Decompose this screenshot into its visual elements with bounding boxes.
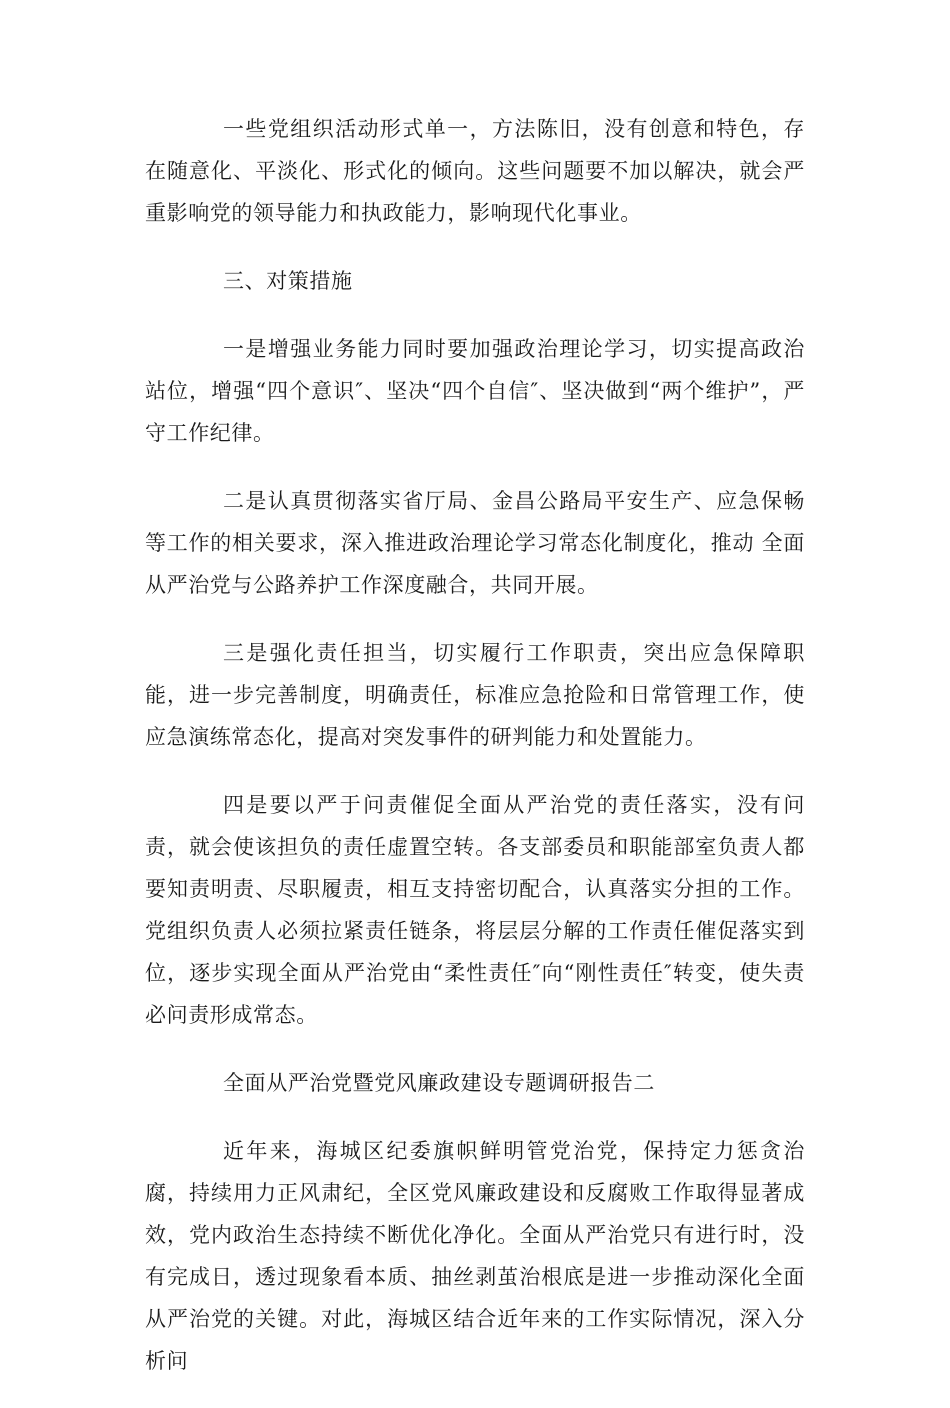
paragraph-problems-summary: 一些党组织活动形式单一，方法陈旧，没有创意和特色，存在随意化、平淡化、形式化的倾向。这些问题要不加以解决，就会严重影响党的领导能力和执政能力，影响现代化事业。 <box>145 117 805 225</box>
paragraph-measure-two: 二是认真贯彻落实省厅局、金昌公路局平安生产、应急保畅等工作的相关要求，深入推进政治理论学习常态化制度化，推动 全面从严治党与公路养护工作深度融合，共同开展。 <box>145 489 805 597</box>
paragraph-measure-three: 三是强化责任担当，切实履行工作职责，突出应急保障职能，进一步完善制度，明确责任，标准应急抢险和日常管理工作，使应急演练常态化，提高对突发事件的研判能力和处置能力。 <box>145 641 805 749</box>
paragraph-measure-one: 一是增强业务能力同时要加强政治理论学习，切实提高政治站位，增强“四个意识″、坚决“四个自信″、坚决做到“两个维护”，严守工作纪律。 <box>145 337 805 445</box>
paragraph-measure-four: 四是要以严于问责催促全面从严治党的责任落实，没有问责，就会使该担负的责任虚置空转。各支部委员和职能部室负责人都 要知责明责、尽职履责，相互支持密切配合，认真落实分担的工作。党组织负责人必须拉紧责任链条，将层层分解的工作责任催促落实到位，逐步实现全面从严治党由“柔性责任″向“刚性责任″转变，使失责必问责形成常态。 <box>145 793 805 1027</box>
section-heading-countermeasures: 三、对策措施 <box>223 269 353 293</box>
paragraph-report-two-intro: 近年来，海城区纪委旗帜鲜明管党治党，保持定力惩贪治腐，持续用力正风肃纪，全区党风廉政建设和反腐败工作取得显著成效，党内政治生态持续不断优化净化。全面从严治党只有进行时，没有完成日，透过现象看本质、抽丝剥茧治根底是进一步推动深化全面从严治党的关键。对此，海城区结合近年来的工作实际情况，深入分析问 <box>145 1139 805 1373</box>
report-two-title: 全面从严治党暨党风廉政建设专题调研报告二 <box>223 1071 655 1095</box>
document-body <box>145 108 805 1408</box>
